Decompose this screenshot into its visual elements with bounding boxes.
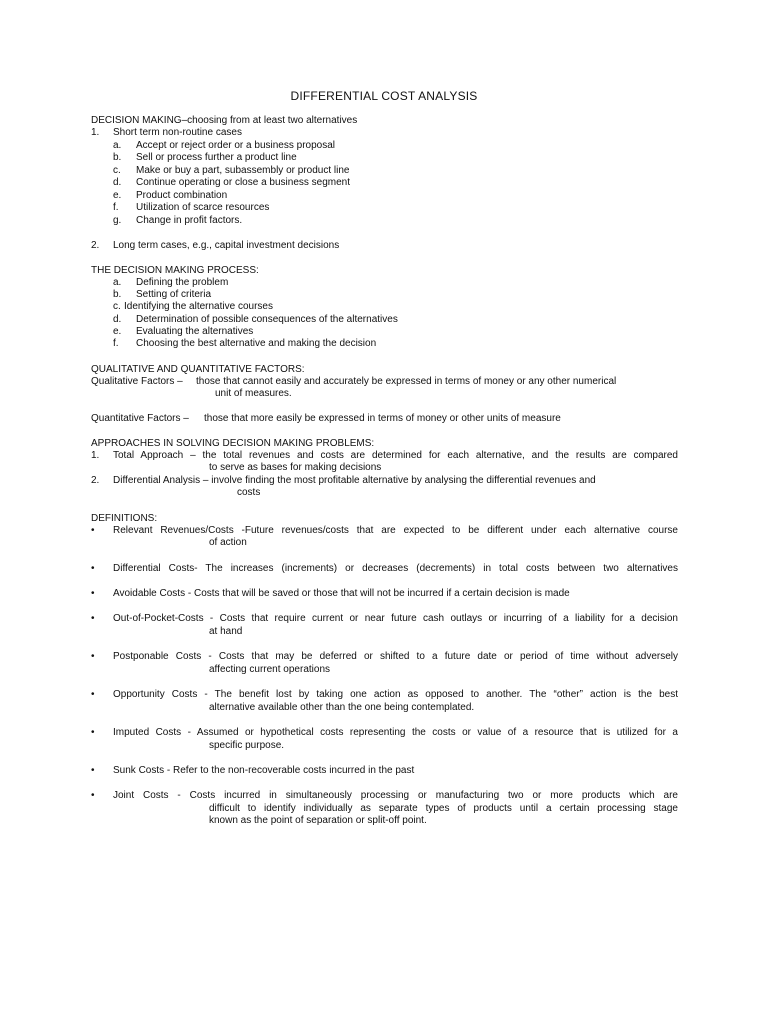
definition-text-continued: alternative available other than the one being contemplated. <box>209 702 475 713</box>
step-text: Setting of criteria <box>136 289 212 300</box>
process-heading: THE DECISION MAKING PROCESS: <box>91 265 259 276</box>
short-term-number: 1. <box>91 127 100 138</box>
case-text: Continue operating or close a business segment <box>136 177 351 188</box>
bullet: • <box>91 765 95 776</box>
definition-text: Sunk Costs - Refer to the non-recoverable costs incurred in the past <box>113 765 415 776</box>
bullet: • <box>91 689 95 700</box>
short-term-text: Short term non-routine cases <box>113 127 242 138</box>
decision-making-line <box>91 115 357 127</box>
factors-heading: QUALITATIVE AND QUANTITATIVE FACTORS: <box>91 364 305 375</box>
step-letter: c. <box>113 301 121 312</box>
quantitative-term: Quantitative Factors – <box>91 413 189 424</box>
bullet: • <box>91 727 95 738</box>
step-letter: b. <box>113 289 122 300</box>
approach-number: 1. <box>91 450 100 461</box>
decision-making-definition: –choosing from at least two alternatives <box>181 115 358 126</box>
approach-number: 2. <box>91 475 100 486</box>
step-text: Defining the problem <box>136 277 229 288</box>
bullet: • <box>91 588 95 599</box>
document-title: DIFFERENTIAL COST ANALYSIS <box>290 89 478 103</box>
case-text: Change in profit factors. <box>136 215 243 226</box>
bullet: • <box>91 651 95 662</box>
case-text: Utilization of scarce resources <box>136 202 270 213</box>
case-letter: a. <box>113 140 122 151</box>
step-text: Evaluating the alternatives <box>136 326 254 337</box>
step-text: Choosing the best alternative and making the decision <box>136 338 377 349</box>
definition-text-continued: specific purpose. <box>209 740 285 751</box>
approaches-heading: APPROACHES IN SOLVING DECISION MAKING PROBLEMS: <box>91 438 375 449</box>
qualitative-text: those that cannot easily and accurately be expressed in terms of money or any other numerical <box>196 376 617 387</box>
definition-text-continued: known as the point of separation or split-off point. <box>209 815 427 826</box>
step-text: Determination of possible consequences of the alternatives <box>136 314 398 325</box>
definition-text-continued: difficult to identify individually as separate types of products until a certain processing stage <box>209 803 678 814</box>
approach-text: Differential Analysis – involve finding the most profitable alternative by analysing the differential revenues and <box>113 475 596 486</box>
definition-text: Postponable Costs - Costs that may be deferred or shifted to a future date or period of time without adversely <box>113 651 678 662</box>
step-text: Identifying the alternative courses <box>124 301 273 312</box>
definition-text: Opportunity Costs - The benefit lost by taking one action as opposed to another. The “other” action is the best <box>113 689 678 700</box>
case-text: Product combination <box>136 190 228 201</box>
step-letter: f. <box>113 338 119 349</box>
definition-text-continued: of action <box>209 537 247 548</box>
case-letter: c. <box>113 165 121 176</box>
case-letter: g. <box>113 215 122 226</box>
case-letter: d. <box>113 177 122 188</box>
bullet: • <box>91 563 95 574</box>
case-text: Make or buy a part, subassembly or product line <box>136 165 350 176</box>
case-letter: b. <box>113 152 122 163</box>
qualitative-term: Qualitative Factors – <box>91 376 183 387</box>
decision-making-heading: DECISION MAKING <box>91 115 182 126</box>
long-term-number: 2. <box>91 240 100 251</box>
approach-text-continued: costs <box>237 487 261 498</box>
definition-text: Joint Costs - Costs incurred in simultaneously processing or manufacturing two or more products which are <box>113 790 678 801</box>
definitions-heading: DEFINITIONS: <box>91 513 158 524</box>
definition-text: Imputed Costs - Assumed or hypothetical costs representing the costs or value of a resource that is utilized for a <box>113 727 678 738</box>
step-letter: d. <box>113 314 122 325</box>
definition-text: Relevant Revenues/Costs -Future revenues/costs that are expected to be different under each alternative course <box>113 525 678 536</box>
case-letter: f. <box>113 202 119 213</box>
step-letter: a. <box>113 277 122 288</box>
long-term-text: Long term cases, e.g., capital investment decisions <box>113 240 340 251</box>
approach-text: Total Approach – the total revenues and costs are determined for each alternative, and the results are compared <box>113 450 678 461</box>
step-letter: e. <box>113 326 122 337</box>
case-text: Sell or process further a product line <box>136 152 297 163</box>
qualitative-text-continued: unit of measures. <box>215 388 292 399</box>
quantitative-text: those that more easily be expressed in terms of money or other units of measure <box>204 413 561 424</box>
definition-text: Differential Costs- The increases (increments) or decreases (decrements) in total costs between two alternatives <box>113 563 678 574</box>
definition-text-continued: at hand <box>209 626 243 637</box>
definition-text-continued: affecting current operations <box>209 664 331 675</box>
definition-text: Out-of-Pocket-Costs - Costs that require current or near future cash outlays or incurring of a liability for a decision <box>113 613 678 624</box>
case-text: Accept or reject order or a business proposal <box>136 140 335 151</box>
definition-text: Avoidable Costs - Costs that will be saved or those that will not be incurred if a certain decision is made <box>113 588 570 599</box>
case-letter: e. <box>113 190 122 201</box>
bullet: • <box>91 613 95 624</box>
bullet: • <box>91 525 95 536</box>
approach-text-continued: to serve as bases for making decisions <box>209 462 382 473</box>
bullet: • <box>91 790 95 801</box>
